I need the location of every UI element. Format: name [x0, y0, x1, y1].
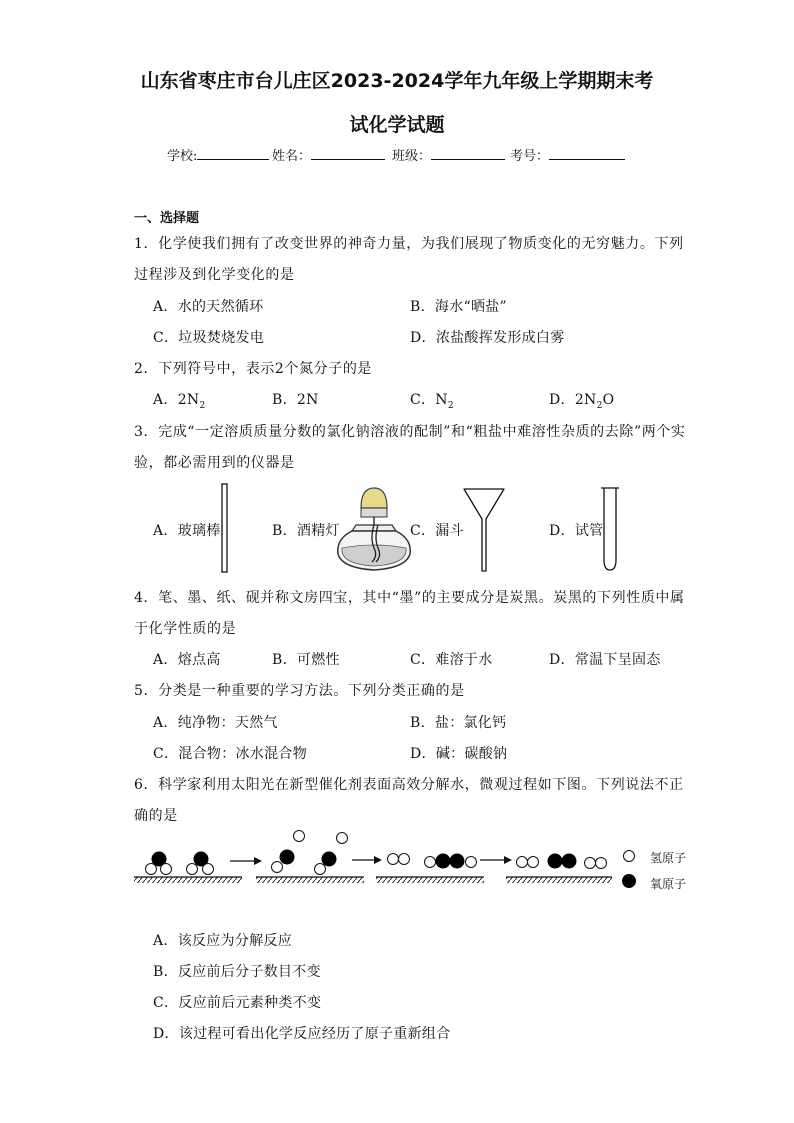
hydrogen-molecule	[388, 854, 410, 865]
page-title: 山东省枣庄市台儿庄区2023-2024学年九年级上学期期末考	[140, 70, 654, 92]
number-label: 考号：	[510, 149, 550, 164]
q5-stem: 5．分类是一种重要的学习方法。下列分类正确的是	[134, 683, 465, 699]
q1-option-b[interactable]: B．海水“晒盐”	[410, 299, 508, 315]
dissociated-atoms	[272, 831, 348, 875]
catalyst-surface-1	[134, 877, 242, 883]
arrow-icon	[352, 856, 382, 864]
legend-oxygen-label: 氧原子	[650, 877, 687, 891]
q6-option-c[interactable]: C．反应前后元素种类不变	[153, 995, 322, 1011]
q3-option-c[interactable]: C．漏斗	[410, 523, 464, 539]
name-blank[interactable]	[311, 147, 385, 160]
q4-stem-cont: 于化学性质的是	[134, 621, 237, 637]
q4-option-d[interactable]: D．常温下呈固态	[549, 652, 661, 668]
oxygen-atom-legend-icon	[622, 874, 636, 888]
number-field[interactable]	[510, 145, 625, 164]
school-blank[interactable]	[197, 147, 269, 160]
catalyst-surface-4	[506, 877, 612, 883]
q6-stem: 6．科学家利用太阳光在新型催化剂表面高效分解水，微观过程如下图。下列说法不正	[134, 777, 684, 793]
school-label: 学校:	[167, 149, 198, 164]
q3-stem-cont: 验，都必需用到的仪器是	[134, 455, 295, 471]
q4-option-c[interactable]: C．难溶于水	[410, 652, 493, 668]
q6-option-b[interactable]: B．反应前后分子数目不变	[153, 964, 321, 980]
glass-rod-icon	[221, 483, 229, 573]
q2-b-text: B．2N	[272, 392, 319, 408]
class-blank[interactable]	[431, 147, 505, 160]
q2-a-text: A．2N	[153, 392, 200, 408]
q4-stem: 4．笔、墨、纸、砚并称文房四宝，其中“墨”的主要成分是炭黑。炭黑的下列性质中属	[134, 590, 685, 606]
name-label: 姓名：	[272, 149, 312, 164]
q2-d-text: D．2N	[549, 392, 597, 408]
name-field[interactable]	[272, 145, 385, 164]
class-field[interactable]	[392, 145, 505, 164]
hydrogen-atom-legend-icon	[624, 851, 635, 862]
q2-c-sub: 2	[447, 400, 454, 411]
legend-hydrogen-label: 氢原子	[650, 851, 687, 865]
number-blank[interactable]	[549, 147, 625, 160]
q2-d-suffix: O	[602, 392, 615, 408]
q5-option-a[interactable]: A．纯净物：天然气	[153, 715, 278, 731]
hydrogen-molecule	[517, 857, 539, 868]
q2-stem: 2．下列符号中，表示2个氮分子的是	[134, 361, 373, 377]
page-title-line2: 试化学试题	[349, 114, 445, 136]
q5-option-d[interactable]: D．碱：碳酸钠	[410, 746, 508, 762]
water-molecule	[187, 852, 214, 875]
q4-option-a[interactable]: A．熔点高	[153, 652, 221, 668]
q1-option-c[interactable]: C．垃圾焚烧发电	[153, 330, 265, 346]
class-label: 班级：	[392, 149, 432, 164]
section-heading: 一、选择题	[134, 211, 200, 226]
q1-stem: 1．化学使我们拥有了改变世界的神奇力量，为我们展现了物质变化的无穷魅力。下列	[134, 236, 684, 252]
q1-option-d[interactable]: D．浓盐酸挥发形成白雾	[410, 330, 565, 346]
water-splitting-diagram	[130, 826, 650, 890]
adsorbed-molecules	[425, 854, 477, 869]
q2-option-d[interactable]	[549, 389, 614, 411]
arrow-icon	[230, 857, 262, 865]
q2-d-sub: 2	[596, 400, 603, 411]
q4-option-b[interactable]: B．可燃性	[272, 652, 340, 668]
q5-option-c[interactable]: C．混合物：冰水混合物	[153, 746, 308, 762]
q6-stem-cont: 确的是	[134, 808, 178, 824]
arrow-icon	[480, 856, 512, 864]
q6-option-a[interactable]: A．该反应为分解反应	[153, 933, 293, 949]
q2-option-a[interactable]	[153, 389, 206, 411]
q1-stem-cont: 过程涉及到化学变化的是	[134, 267, 295, 283]
q1-option-a[interactable]: A．水的天然循环	[153, 299, 264, 315]
q2-option-b[interactable]	[272, 389, 319, 409]
q2-c-text: C．N	[410, 392, 448, 408]
hydrogen-molecule	[585, 858, 607, 869]
water-molecule	[146, 852, 172, 875]
school-field[interactable]	[167, 145, 269, 164]
q3-stem: 3．完成“一定溶质质量分数的氯化钠溶液的配制”和“粗盐中难溶性杂质的去除”两个实	[134, 424, 686, 440]
catalyst-surface-2	[256, 877, 364, 883]
funnel-icon	[462, 487, 506, 577]
q2-a-sub: 2	[199, 400, 206, 411]
catalyst-surface-3	[376, 877, 484, 883]
q3-option-a[interactable]: A．玻璃棒	[153, 523, 221, 539]
alcohol-lamp-icon	[334, 484, 418, 576]
oxygen-molecule	[548, 854, 577, 869]
q6-option-d[interactable]: D．该过程可看出化学反应经历了原子重新组合	[153, 1026, 451, 1042]
q3-option-b[interactable]: B．酒精灯	[272, 523, 340, 539]
test-tube-icon	[600, 486, 620, 572]
q5-option-b[interactable]: B．盐：氯化钙	[410, 715, 507, 731]
q3-option-d[interactable]: D．试管	[549, 523, 604, 539]
q2-option-c[interactable]	[410, 389, 454, 411]
